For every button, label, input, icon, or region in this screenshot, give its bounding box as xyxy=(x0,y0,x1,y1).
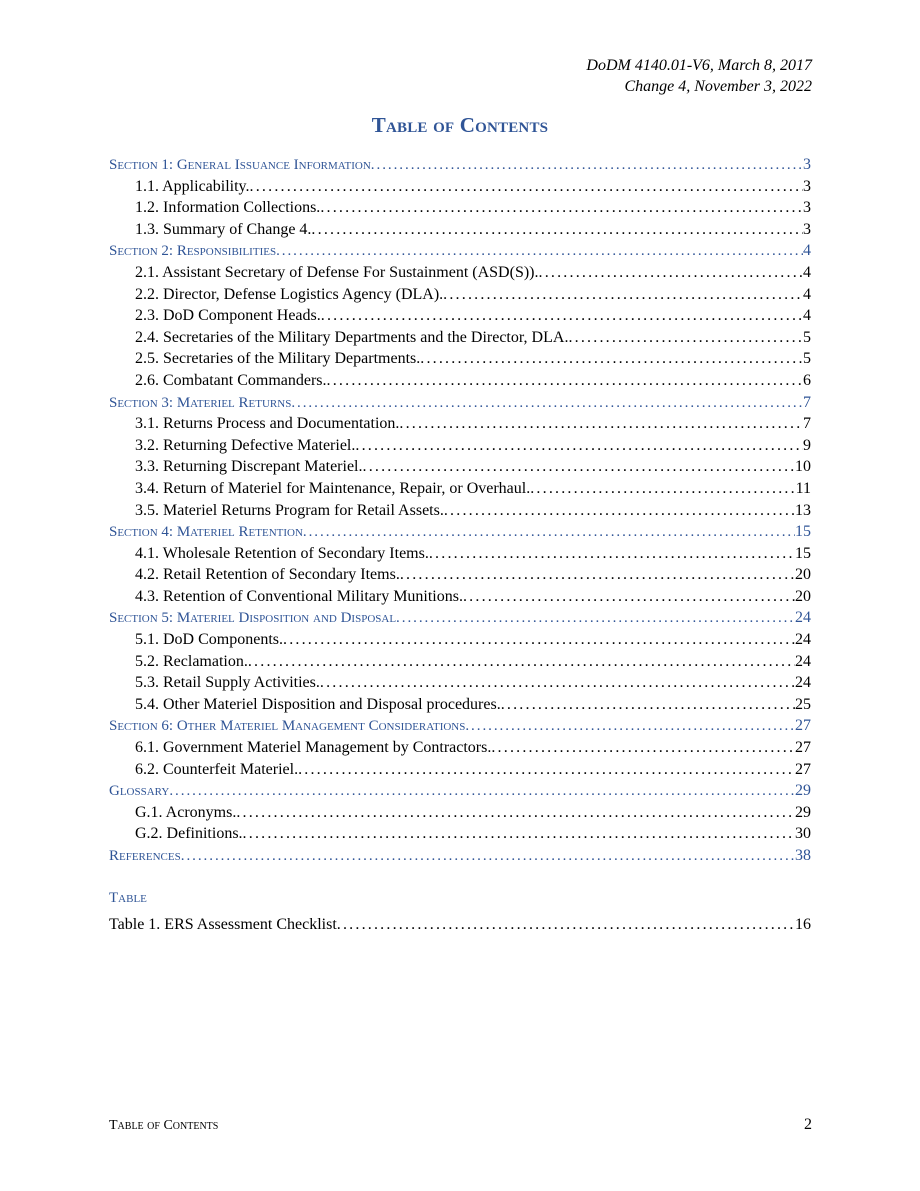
table-entries xyxy=(109,916,811,938)
footer-section-title: Table of Contents xyxy=(109,1118,219,1133)
dot-leader xyxy=(283,631,795,649)
toc-entry-page: 27 xyxy=(795,717,811,735)
toc-entry-page: 4 xyxy=(803,307,811,325)
page-title: Table of Contents xyxy=(371,113,549,137)
dot-leader xyxy=(276,243,803,260)
toc-entry-page: 5 xyxy=(803,350,811,368)
toc-entry-label: 2.5. Secretaries of the Military Departments. xyxy=(135,350,421,368)
toc-entry-label: 3.2. Returning Defective Materiel. xyxy=(135,436,356,454)
toc-entry-page: 4 xyxy=(803,242,811,260)
dot-leader xyxy=(320,674,795,692)
toc-entry-page: 25 xyxy=(795,695,811,713)
dot-leader xyxy=(429,545,795,563)
toc-entry-page: 27 xyxy=(795,760,811,778)
dot-leader xyxy=(355,437,803,455)
dot-leader xyxy=(320,199,803,217)
toc-entry-page: 24 xyxy=(795,674,811,692)
toc-entry-label: References xyxy=(109,848,181,864)
toc-entry-label: 3.3. Returning Discrepant Materiel. xyxy=(135,458,363,476)
toc-entry-page: 24 xyxy=(795,609,811,627)
dot-leader xyxy=(169,783,795,800)
dot-leader xyxy=(311,221,803,239)
dot-leader xyxy=(463,588,795,606)
toc-subsection-entry[interactable] xyxy=(109,653,811,675)
header-line-2: Change 4, November 3, 2022 xyxy=(624,78,812,95)
toc-entry-label: 1.3. Summary of Change 4. xyxy=(135,220,312,238)
dot-leader xyxy=(291,395,803,412)
toc-entry-label: 6.1. Government Materiel Management by Contractors. xyxy=(135,739,492,757)
toc-entry-page: 16 xyxy=(795,915,811,933)
toc-entry-label: Section 5: Materiel Disposition and Disposal xyxy=(109,610,397,627)
toc-entry-page: 27 xyxy=(795,739,811,757)
toc-entry-page: 15 xyxy=(795,523,811,541)
toc-entry-label: 4.3. Retention of Conventional Military Munitions. xyxy=(135,587,463,605)
dot-leader xyxy=(371,157,803,174)
toc-entry-page: 10 xyxy=(795,458,811,476)
toc-entry-label: 6.2. Counterfeit Materiel. xyxy=(135,760,299,778)
toc-entry-label: 2.2. Director, Defense Logistics Agency (DLA). xyxy=(135,285,444,303)
toc-entry-label: 3.5. Materiel Returns Program for Retail Assets. xyxy=(135,501,444,519)
dot-leader xyxy=(181,848,795,865)
dot-leader xyxy=(443,286,803,304)
toc-section-entry[interactable] xyxy=(109,717,811,739)
toc-entry-label: 2.6. Combatant Commanders. xyxy=(135,371,327,389)
dot-leader xyxy=(327,372,803,390)
toc-section-entry[interactable] xyxy=(109,782,811,804)
toc-section-entry[interactable] xyxy=(109,523,811,545)
toc-entry-page: 4 xyxy=(803,285,811,303)
dot-leader xyxy=(250,178,803,196)
toc-entry-label: 2.3. DoD Component Heads. xyxy=(135,307,321,325)
dot-leader xyxy=(530,480,795,498)
toc-entry-page: 7 xyxy=(803,415,811,433)
toc-entry-label: 1.2. Information Collections. xyxy=(135,199,321,217)
toc-entry-label: Section 2: Responsibilities xyxy=(109,243,277,260)
page-header xyxy=(586,55,812,97)
toc-subsection-entry[interactable] xyxy=(109,372,811,394)
toc-entry-label: G.2. Definitions. xyxy=(135,825,243,843)
dot-leader xyxy=(568,329,803,347)
toc-entry-page: 30 xyxy=(795,825,811,843)
dot-leader xyxy=(298,761,795,779)
toc-entry-page: 13 xyxy=(795,501,811,519)
toc-entry-page: 3 xyxy=(803,220,811,238)
toc-entry-page: 3 xyxy=(803,156,811,173)
toc-section-entry[interactable] xyxy=(109,242,811,264)
toc-entry-page: 20 xyxy=(795,587,811,605)
toc-entry-label: Table 1. ERS Assessment Checklist xyxy=(109,915,337,933)
toc-entry-label: G.1. Acronyms. xyxy=(135,803,237,821)
toc-subsection-entry[interactable] xyxy=(109,480,811,502)
toc-entry-page: 3 xyxy=(803,199,811,217)
toc-entry-page: 29 xyxy=(795,803,811,821)
dot-leader xyxy=(399,415,803,433)
dot-leader xyxy=(363,458,796,476)
toc-section-entry[interactable] xyxy=(109,394,811,416)
toc-entry-page: 24 xyxy=(795,652,811,670)
toc-subsection-entry[interactable] xyxy=(109,825,811,847)
toc-subsection-entry[interactable] xyxy=(109,631,811,653)
toc-subsection-entry[interactable] xyxy=(109,178,811,200)
dot-leader xyxy=(501,696,795,714)
toc-entry-label: 5.2. Reclamation. xyxy=(135,652,248,670)
toc-subsection-entry[interactable] xyxy=(109,674,811,696)
toc-entry-page: 3 xyxy=(803,177,811,195)
dot-leader xyxy=(491,739,795,757)
toc-subsection-entry[interactable] xyxy=(109,588,811,610)
dot-leader xyxy=(539,264,804,282)
toc-entry-label: Section 1: General Issuance Information xyxy=(109,157,371,173)
toc-entry-label: 4.2. Retail Retention of Secondary Items. xyxy=(135,566,400,584)
toc-subsection-entry[interactable] xyxy=(109,696,811,718)
toc-entry-page: 29 xyxy=(795,782,811,800)
toc-subsection-entry[interactable] xyxy=(109,221,811,243)
footer-page-number: 2 xyxy=(804,1116,812,1133)
toc-entry-label: 1.1. Applicability. xyxy=(135,177,250,195)
toc-entry-page: 15 xyxy=(795,544,811,562)
dot-leader xyxy=(444,502,795,520)
dot-leader xyxy=(396,610,795,627)
toc-entry-page: 6 xyxy=(803,371,811,389)
toc-entry-page: 5 xyxy=(803,328,811,346)
dot-leader xyxy=(337,916,795,934)
toc-entry-label: 5.4. Other Materiel Disposition and Disposal procedures. xyxy=(135,695,501,713)
dot-leader xyxy=(400,566,795,584)
toc-subsection-entry[interactable] xyxy=(109,437,811,459)
toc-subsection-entry[interactable] xyxy=(109,739,811,761)
toc-subsection-entry[interactable] xyxy=(109,458,811,480)
toc-subsection-entry[interactable] xyxy=(109,415,811,437)
toc-entry-page: 20 xyxy=(795,566,811,584)
toc-subsection-entry[interactable] xyxy=(109,286,811,308)
toc-subsection-entry[interactable] xyxy=(109,264,811,286)
toc-entry-page: 9 xyxy=(803,436,811,454)
toc-section-entry[interactable] xyxy=(109,609,811,631)
toc-entry-label: 3.4. Return of Materiel for Maintenance, Repair, or Overhaul. xyxy=(135,479,531,497)
toc-section-entry[interactable] xyxy=(109,847,811,869)
toc-subsection-entry[interactable] xyxy=(109,545,811,567)
toc-entry-label: 2.4. Secretaries of the Military Departments and the Director, DLA. xyxy=(135,328,569,346)
dot-leader xyxy=(243,825,795,843)
toc-entry-label: Section 4: Materiel Retention xyxy=(109,524,303,541)
toc-subsection-entry[interactable] xyxy=(109,502,811,524)
toc-subsection-entry[interactable] xyxy=(109,804,811,826)
toc-subsection-entry[interactable] xyxy=(109,761,811,783)
toc-entry-label: 3.1. Returns Process and Documentation. xyxy=(135,415,400,433)
dot-leader xyxy=(303,524,795,541)
toc-subsection-entry[interactable] xyxy=(109,350,811,372)
toc-subsection-entry[interactable] xyxy=(109,566,811,588)
toc-entry-label: 2.1. Assistant Secretary of Defense For Sustainment (ASD(S)). xyxy=(135,263,539,281)
toc-entry-label: Glossary xyxy=(109,783,170,800)
tables-heading: Table xyxy=(109,889,147,906)
toc-entry-page: 24 xyxy=(795,631,811,649)
toc-subsection-entry[interactable] xyxy=(109,329,811,351)
toc-subsection-entry[interactable] xyxy=(109,307,811,329)
toc-entry-page: 11 xyxy=(795,479,811,497)
toc-entry-page: 4 xyxy=(803,263,811,281)
dot-leader xyxy=(236,804,795,822)
toc-entry-label: Section 3: Materiel Returns xyxy=(109,394,292,411)
header-line-1: DoDM 4140.01-V6, March 8, 2017 xyxy=(586,57,812,74)
toc-table-entry[interactable] xyxy=(109,916,811,938)
toc-section-entry[interactable] xyxy=(109,156,811,178)
toc-subsection-entry[interactable] xyxy=(109,199,811,221)
dot-leader xyxy=(465,718,795,735)
toc-entry-page: 38 xyxy=(795,847,811,864)
toc-entry-page: 7 xyxy=(803,393,811,411)
toc-entry-label: Section 6: Other Materiel Management Considerations xyxy=(109,718,466,735)
table-of-contents xyxy=(109,156,811,938)
toc-entries xyxy=(109,156,811,869)
toc-entry-label: 5.1. DoD Components. xyxy=(135,631,283,649)
toc-entry-label: 4.1. Wholesale Retention of Secondary Items. xyxy=(135,544,429,562)
dot-leader xyxy=(248,653,795,671)
dot-leader xyxy=(420,350,803,368)
dot-leader xyxy=(321,307,803,325)
toc-entry-label: 5.3. Retail Supply Activities. xyxy=(135,674,320,692)
